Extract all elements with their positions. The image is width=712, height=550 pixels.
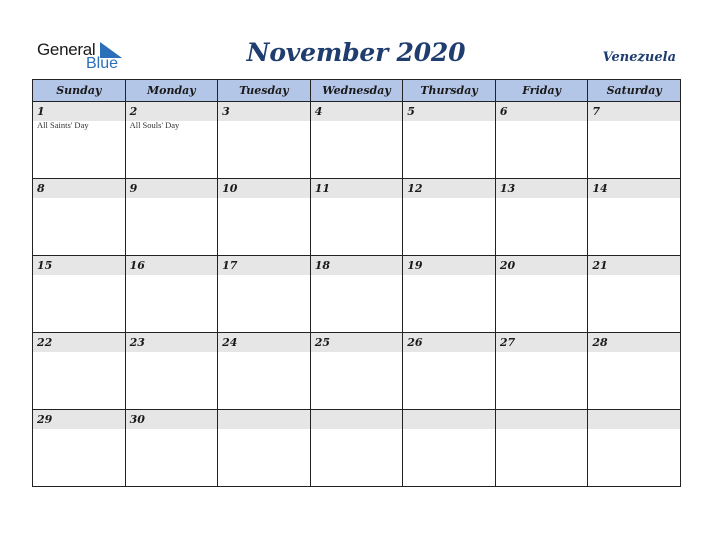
day-number: 19 [403, 256, 495, 275]
day-number: 4 [311, 102, 403, 121]
calendar-day-cell [495, 102, 588, 179]
weekday-header: Tuesday [218, 80, 311, 102]
logo-text-blue: Blue [86, 55, 119, 72]
calendar-day-cell [218, 410, 311, 487]
day-number: 21 [588, 256, 680, 275]
day-number: 6 [496, 102, 588, 121]
day-number [311, 410, 403, 429]
day-number [588, 410, 680, 429]
day-number: 10 [218, 179, 310, 198]
calendar-day-cell [218, 333, 311, 410]
day-number: 17 [218, 256, 310, 275]
calendar-day-cell [218, 256, 311, 333]
logo-text-general: General [37, 40, 96, 59]
country-label: Venezuela [602, 50, 676, 65]
calendar-day-cell [495, 179, 588, 256]
day-number [496, 410, 588, 429]
weekday-header-row [33, 80, 681, 102]
day-number: 15 [33, 256, 125, 275]
calendar-week-row [33, 256, 681, 333]
calendar-day-cell [33, 256, 126, 333]
calendar-day-cell [125, 179, 218, 256]
weekday-header: Thursday [403, 80, 496, 102]
day-number: 23 [126, 333, 218, 352]
calendar-day-cell [33, 410, 126, 487]
day-number: 20 [496, 256, 588, 275]
calendar-day-cell [310, 410, 403, 487]
day-number [403, 410, 495, 429]
day-number: 13 [496, 179, 588, 198]
calendar-week-row [33, 179, 681, 256]
day-number: 5 [403, 102, 495, 121]
day-number: 7 [588, 102, 680, 121]
calendar-day-cell [125, 333, 218, 410]
calendar-day-cell [33, 179, 126, 256]
calendar-day-cell [125, 410, 218, 487]
day-number: 9 [126, 179, 218, 198]
calendar-grid [32, 79, 681, 487]
day-number: 14 [588, 179, 680, 198]
calendar-title: November 2020 [246, 38, 466, 67]
day-number: 28 [588, 333, 680, 352]
day-number: 16 [126, 256, 218, 275]
calendar-day-cell [588, 179, 681, 256]
day-number: 3 [218, 102, 310, 121]
day-number: 29 [33, 410, 125, 429]
calendar-day-cell [310, 256, 403, 333]
calendar-day-cell [310, 333, 403, 410]
calendar-day-cell [33, 102, 126, 179]
weekday-header: Saturday [588, 80, 681, 102]
calendar-day-cell [218, 102, 311, 179]
day-number: 24 [218, 333, 310, 352]
calendar-day-cell [125, 102, 218, 179]
calendar-day-cell [310, 102, 403, 179]
calendar-day-cell [403, 179, 496, 256]
day-number: 27 [496, 333, 588, 352]
weekday-header: Monday [125, 80, 218, 102]
calendar-day-cell [588, 256, 681, 333]
day-number: 22 [33, 333, 125, 352]
calendar-day-cell [403, 102, 496, 179]
weekday-header: Friday [495, 80, 588, 102]
holiday-label: All Saints' Day [37, 120, 89, 130]
calendar-day-cell [495, 410, 588, 487]
calendar-day-cell [218, 179, 311, 256]
calendar-day-cell [495, 333, 588, 410]
day-number [218, 410, 310, 429]
calendar-day-cell [33, 333, 126, 410]
day-number: 2 [126, 102, 218, 121]
day-number: 12 [403, 179, 495, 198]
day-number: 30 [126, 410, 218, 429]
day-number: 8 [33, 179, 125, 198]
day-number: 11 [311, 179, 403, 198]
day-number: 25 [311, 333, 403, 352]
calendar-day-cell [588, 102, 681, 179]
weekday-header: Sunday [33, 80, 126, 102]
day-number: 18 [311, 256, 403, 275]
day-number: 26 [403, 333, 495, 352]
weekday-header: Wednesday [310, 80, 403, 102]
calendar-week-row [33, 102, 681, 179]
day-number: 1 [33, 102, 125, 121]
calendar-day-cell [588, 333, 681, 410]
calendar-week-row [33, 410, 681, 487]
calendar-day-cell [403, 256, 496, 333]
calendar-day-cell [125, 256, 218, 333]
calendar-day-cell [403, 333, 496, 410]
calendar-day-cell [403, 410, 496, 487]
calendar-day-cell [310, 179, 403, 256]
calendar-week-row [33, 333, 681, 410]
calendar-day-cell [495, 256, 588, 333]
holiday-label: All Souls' Day [129, 120, 180, 130]
calendar-day-cell [588, 410, 681, 487]
